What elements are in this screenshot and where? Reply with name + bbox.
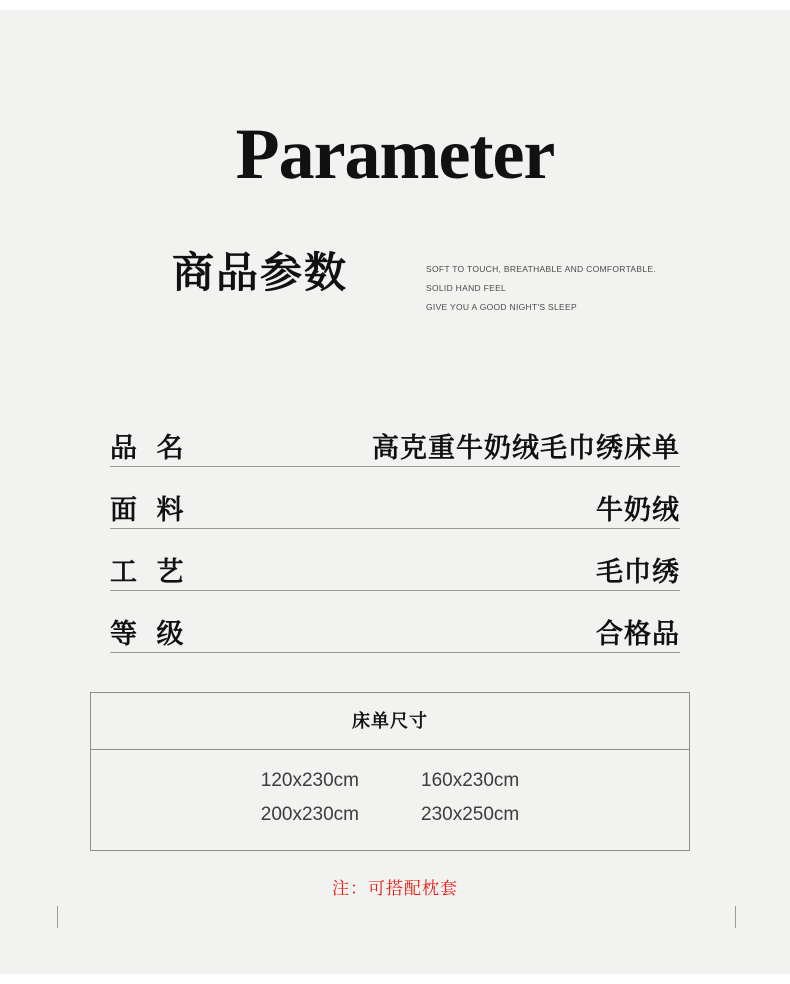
spec-value: 毛巾绣 (596, 557, 680, 587)
spec-label: 品 名 (110, 433, 190, 463)
note-text: 注：可搭配枕套 (332, 879, 458, 898)
spec-label: 工 艺 (110, 557, 190, 587)
slogan-line-1: SOFT TO TOUCH, BREATHABLE AND COMFORTABLE. (426, 264, 657, 274)
page-title-english: Parameter (235, 114, 555, 194)
crop-mark-right (735, 906, 736, 928)
size-option: 120x230cm (260, 770, 359, 791)
slogan-line-3: GIVE YOU A GOOD NIGHT'S SLEEP (426, 302, 577, 312)
spec-value: 合格品 (596, 619, 680, 649)
crop-mark-left (57, 906, 58, 928)
table-row (110, 529, 680, 591)
spec-value: 高克重牛奶绒毛巾绣床单 (372, 433, 680, 463)
page-edge-bottom (0, 974, 790, 984)
spec-label: 面 料 (110, 495, 190, 525)
table-row (110, 467, 680, 529)
slogan-block (426, 260, 656, 317)
spec-label: 等 级 (110, 619, 190, 649)
table-row (110, 405, 680, 467)
size-option: 200x230cm (260, 804, 359, 825)
specification-table (110, 405, 680, 653)
slogan-line-2: SOLID HAND FEEL (426, 283, 507, 293)
list-item (91, 764, 689, 798)
size-box (90, 692, 690, 851)
size-box-heading: 床单尺寸 (91, 693, 689, 750)
size-box-body (91, 750, 689, 850)
page-title-chinese: 商品参数 (172, 249, 349, 296)
spec-value: 牛奶绒 (596, 495, 680, 525)
size-option: 160x230cm (421, 770, 520, 791)
size-option: 230x250cm (421, 804, 520, 825)
list-item (91, 798, 689, 832)
page-edge-top (0, 0, 790, 10)
table-row (110, 591, 680, 653)
